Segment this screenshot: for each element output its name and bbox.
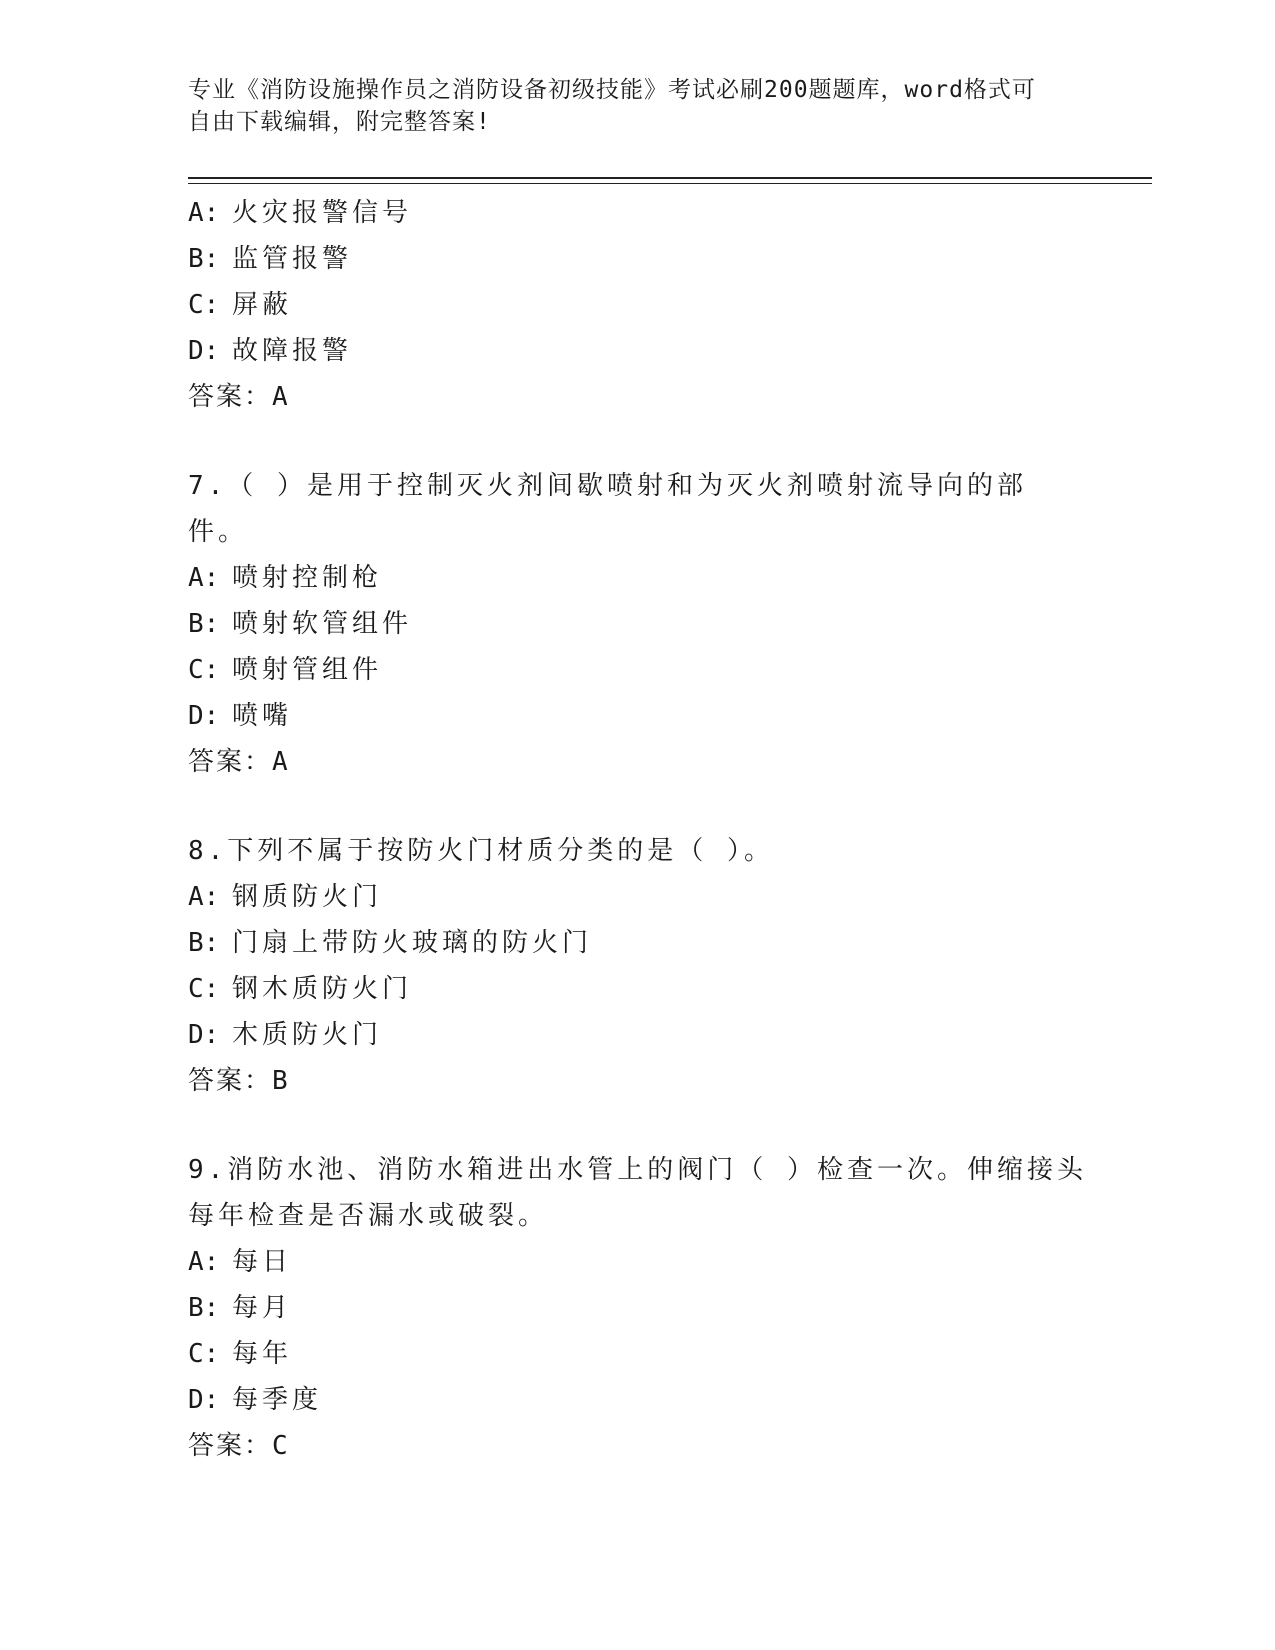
question-6-option-c: [188, 282, 1088, 328]
option-text: 门扇上带防火玻璃的防火门: [232, 928, 593, 958]
option-label: B:: [188, 244, 220, 274]
option-label: C:: [188, 290, 220, 320]
option-text: 屏蔽: [232, 290, 293, 320]
question-8-stem: 8.下列不属于按防火门材质分类的是（ ）。: [188, 836, 774, 866]
option-label: A:: [188, 198, 220, 228]
question-9-answer: 答案：C: [188, 1431, 290, 1461]
option-text: 火灾报警信号: [232, 198, 413, 228]
option-label: B:: [188, 928, 220, 958]
document-header: [188, 74, 1068, 138]
question-6-option-d: [188, 328, 1088, 374]
option-label: C:: [188, 655, 220, 685]
question-7-option-a: [188, 555, 1088, 601]
question-6-option-a: [188, 190, 1088, 236]
question-9-stem-line-1: 9.消防水池、消防水箱进出水管上的阀门（ ）检查一次。伸缩接头: [188, 1155, 1087, 1185]
option-label: D:: [188, 701, 220, 731]
question-9-stem-line-2: 每年检查是否漏水或破裂。: [188, 1201, 549, 1231]
option-text: 喷射控制枪: [232, 563, 383, 593]
option-label: B:: [188, 1293, 220, 1323]
option-label: C:: [188, 1339, 220, 1369]
option-label: A:: [188, 1247, 220, 1277]
option-label: B:: [188, 609, 220, 639]
option-label: D:: [188, 336, 220, 366]
question-7-option-b: [188, 601, 1088, 647]
option-text: 每日: [232, 1247, 293, 1277]
option-text: 故障报警: [232, 336, 353, 366]
question-9-option-a: [188, 1239, 1088, 1285]
question-9-option-c: [188, 1331, 1088, 1377]
option-text: 钢质防火门: [232, 882, 383, 912]
question-8-answer: 答案：B: [188, 1066, 290, 1096]
question-7-option-c: [188, 647, 1088, 693]
option-text: 每月: [232, 1293, 293, 1323]
option-text: 钢木质防火门: [232, 974, 413, 1004]
option-text: 喷射软管组件: [232, 609, 413, 639]
question-6-answer: 答案：A: [188, 382, 290, 412]
question-7-answer: 答案：A: [188, 747, 290, 777]
spacer: [188, 420, 1088, 463]
header-divider-thick: [188, 177, 1152, 179]
option-text: 每季度: [232, 1385, 323, 1415]
header-divider-thin: [188, 183, 1152, 184]
question-8-option-d: [188, 1012, 1088, 1058]
question-8-option-a: [188, 874, 1088, 920]
spacer: [188, 1104, 1088, 1147]
question-7: [188, 463, 1088, 785]
option-text: 木质防火门: [232, 1020, 383, 1050]
question-9-option-b: [188, 1285, 1088, 1331]
question-9: [188, 1147, 1088, 1469]
question-list: [188, 190, 1088, 1469]
option-text: 喷射管组件: [232, 655, 383, 685]
question-7-stem: 7.（ ）是用于控制灭火剂间歇喷射和为灭火剂喷射流导向的部件。: [188, 471, 1027, 547]
option-label: A:: [188, 563, 220, 593]
option-text: 喷嘴: [232, 701, 293, 731]
option-label: C:: [188, 974, 220, 1004]
header-line-2: 自由下载编辑，附完整答案!: [188, 109, 491, 135]
option-text: 每年: [232, 1339, 293, 1369]
question-6: [188, 190, 1088, 420]
question-7-option-d: [188, 693, 1088, 739]
question-6-option-b: [188, 236, 1088, 282]
option-text: 监管报警: [232, 244, 353, 274]
question-8-option-c: [188, 966, 1088, 1012]
spacer: [188, 785, 1088, 828]
question-8-option-b: [188, 920, 1088, 966]
question-9-option-d: [188, 1377, 1088, 1423]
option-label: A:: [188, 882, 220, 912]
header-line-1: 专业《消防设施操作员之消防设备初级技能》考试必刷200题题库，word格式可: [188, 77, 1036, 103]
option-label: D:: [188, 1385, 220, 1415]
question-8: [188, 828, 1088, 1104]
option-label: D:: [188, 1020, 220, 1050]
